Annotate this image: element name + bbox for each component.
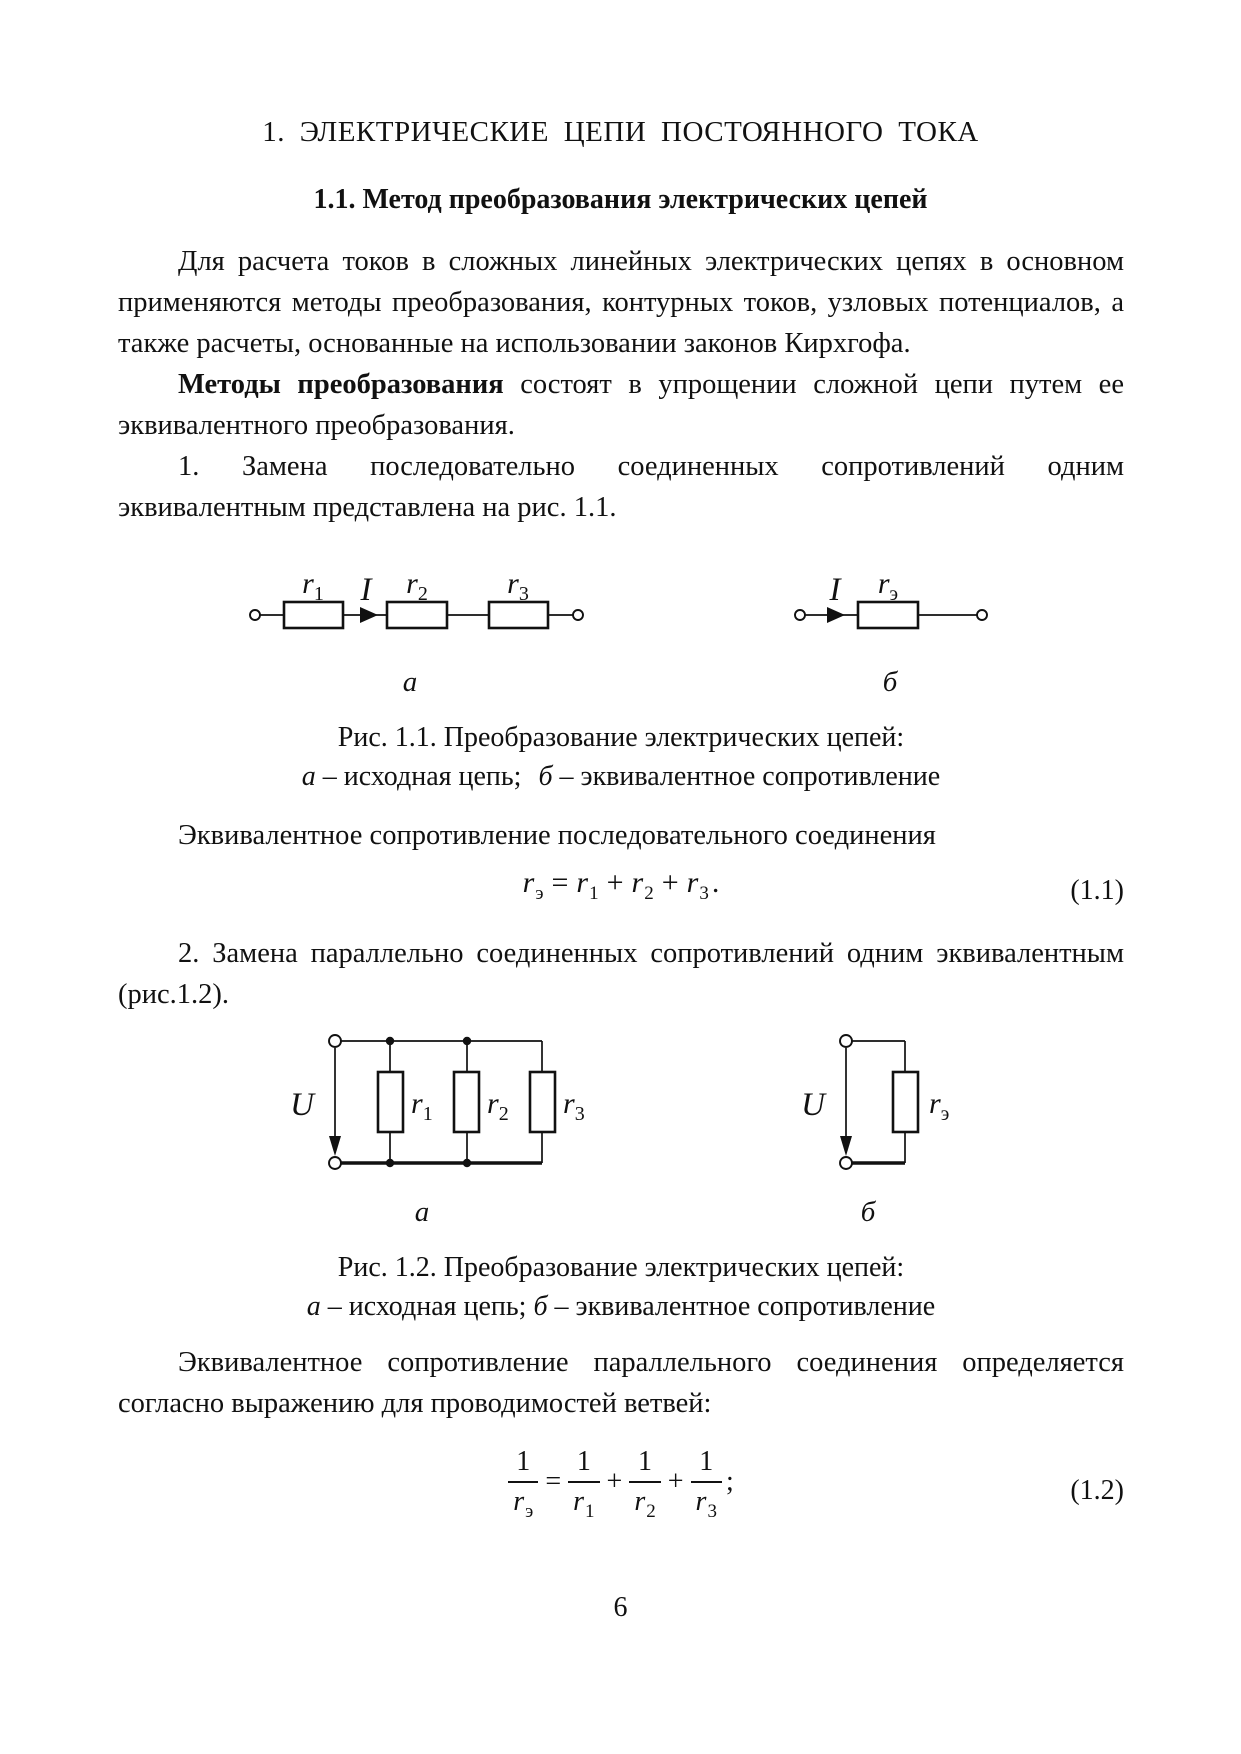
figure2-sublabel-b: б bbox=[860, 1196, 876, 1228]
figure2-caption-b-text: – эквивалентное сопротивление bbox=[554, 1291, 936, 1322]
paragraph-methods bbox=[118, 364, 1124, 446]
junction-dot bbox=[386, 1159, 394, 1167]
paragraph-methods-bold-lead: Методы преобразования bbox=[178, 369, 504, 400]
terminal-icon bbox=[840, 1157, 852, 1169]
body-text-block-2 bbox=[118, 815, 1124, 856]
equation-1-2-body bbox=[508, 1446, 734, 1522]
figure1-caption-a: а bbox=[301, 761, 316, 792]
resistor-re-box bbox=[858, 602, 918, 628]
equation-1-1 bbox=[118, 866, 1124, 916]
figure2-caption-legend bbox=[118, 1287, 1124, 1326]
body-text-block-1 bbox=[118, 241, 1124, 528]
paragraph-parallel-equiv: Эквивалентное сопротивление параллельного соединения определяется согласно выражению для проводимостей ветвей: bbox=[118, 1347, 1124, 1419]
resistor-r1-label: r1 bbox=[411, 1087, 433, 1125]
figure1-sublabel-b: б bbox=[882, 666, 898, 698]
plus-sign: + bbox=[606, 1466, 623, 1497]
resistor-re-label: rэ bbox=[929, 1087, 950, 1125]
terminal-icon bbox=[573, 610, 583, 620]
paragraph-item2-parallel: 2. Замена параллельно соединенных сопротивлений одним эквивалентным (рис.1.2). bbox=[118, 938, 1124, 1010]
resistor-r2-label: r2 bbox=[487, 1087, 509, 1125]
paragraph-methods-rest: состоят в упрощении сложной цепи путем ее эквивалентного преобразования. bbox=[118, 369, 1124, 441]
equation-1-2-number: (1.2) bbox=[1070, 1475, 1124, 1506]
figure1-caption bbox=[118, 718, 1124, 796]
plus-sign: + bbox=[667, 1466, 684, 1497]
figure2-caption-a: а bbox=[306, 1291, 321, 1322]
section-title: 1.1. Метод преобразования электрических цепей bbox=[313, 184, 928, 215]
resistor-r2-box bbox=[387, 602, 447, 628]
resistor-r3-box bbox=[530, 1072, 555, 1132]
resistor-r3-label: r3 bbox=[507, 567, 529, 605]
junction-dot bbox=[463, 1037, 471, 1045]
resistor-r3-label: r3 bbox=[563, 1087, 585, 1125]
figure1-caption-b-text: – эквивалентное сопротивление bbox=[559, 761, 941, 792]
resistor-re-label: rэ bbox=[877, 567, 899, 605]
equals-sign: = bbox=[551, 866, 569, 899]
figure2-caption-b: б bbox=[533, 1291, 548, 1322]
figure1-caption-title: Рис. 1.1. Преобразование электрических цепей: bbox=[337, 722, 905, 753]
plus-sign: + bbox=[606, 866, 624, 899]
equation-1-1-body: $r_э = r_1 + r_2 + r_3$ . bbox=[522, 866, 720, 904]
resistor-r3-box bbox=[489, 602, 548, 628]
terminal-icon bbox=[840, 1035, 852, 1047]
current-arrow-icon bbox=[360, 607, 378, 623]
plus-sign: + bbox=[661, 866, 679, 899]
resistor-r1-label: r1 bbox=[302, 567, 324, 605]
fraction-1-over-r2: $\frac{1}{r_2}$ bbox=[629, 1446, 660, 1518]
figure1-caption-legend bbox=[118, 757, 1124, 796]
voltage-label: U bbox=[801, 1087, 825, 1123]
figure-1-1-diagram bbox=[0, 555, 1241, 650]
terminal-icon bbox=[329, 1035, 341, 1047]
voltage-arrow-icon bbox=[840, 1136, 852, 1156]
figure-1-2-diagram bbox=[0, 1020, 1241, 1180]
junction-dot bbox=[463, 1159, 471, 1167]
terminal-icon bbox=[250, 610, 260, 620]
equals-sign: = bbox=[545, 1466, 562, 1497]
figure2-caption bbox=[118, 1248, 1124, 1326]
paragraph-item1-series: 1. Замена последовательно соединенных сопротивлений одним эквивалентным представлена на рис. 1.1. bbox=[118, 451, 1124, 523]
voltage-arrow-icon bbox=[329, 1136, 341, 1156]
resistor-re-box bbox=[893, 1072, 918, 1132]
current-label: I bbox=[829, 572, 841, 608]
equation-1-2 bbox=[118, 1446, 1124, 1536]
chapter-title: 1. ЭЛЕКТРИЧЕСКИЕ ЦЕПИ ПОСТОЯННОГО ТОКА bbox=[262, 116, 979, 148]
paragraph-intro: Для расчета токов в сложных линейных электрических цепях в основном применяются методы преобразования, контурных токов, узловых потенциалов, а также расчеты, основанные на использовании законов Кирхгофа. bbox=[118, 246, 1124, 359]
paragraph-series-equiv: Эквивалентное сопротивление последовательного соединения bbox=[178, 820, 936, 851]
resistor-r2-label: r2 bbox=[406, 567, 428, 605]
current-arrow-icon bbox=[827, 607, 845, 623]
body-text-block-3 bbox=[118, 933, 1124, 1015]
fraction-1-over-re: $\frac{1}{r_э}$ bbox=[508, 1446, 538, 1518]
figure2-caption-a-text: – исходная цепь; bbox=[327, 1291, 527, 1322]
fraction-1-over-r1: $\frac{1}{r_1}$ bbox=[568, 1446, 599, 1518]
fraction-1-over-r3: $\frac{1}{r_3}$ bbox=[691, 1446, 722, 1518]
figure2-caption-title: Рис. 1.2. Преобразование электрических цепей: bbox=[337, 1252, 905, 1283]
figure2-sublabel-a: а bbox=[414, 1196, 430, 1228]
body-text-block-4 bbox=[118, 1342, 1124, 1424]
terminal-icon bbox=[977, 610, 987, 620]
semicolon: ; bbox=[725, 1466, 734, 1497]
resistor-r1-box bbox=[284, 602, 343, 628]
terminal-icon bbox=[795, 610, 805, 620]
current-label: I bbox=[360, 572, 372, 608]
terminal-icon bbox=[329, 1157, 341, 1169]
equation-1-1-number: (1.1) bbox=[1070, 875, 1124, 906]
page-number: 6 bbox=[613, 1592, 628, 1623]
figure1-caption-b: б bbox=[538, 761, 553, 792]
resistor-r1-box bbox=[378, 1072, 403, 1132]
voltage-label: U bbox=[290, 1087, 314, 1123]
figure1-caption-a-text: – исходная цепь; bbox=[322, 761, 522, 792]
figure1-sublabel-a: а bbox=[402, 666, 418, 698]
junction-dot bbox=[386, 1037, 394, 1045]
resistor-r2-box bbox=[454, 1072, 479, 1132]
